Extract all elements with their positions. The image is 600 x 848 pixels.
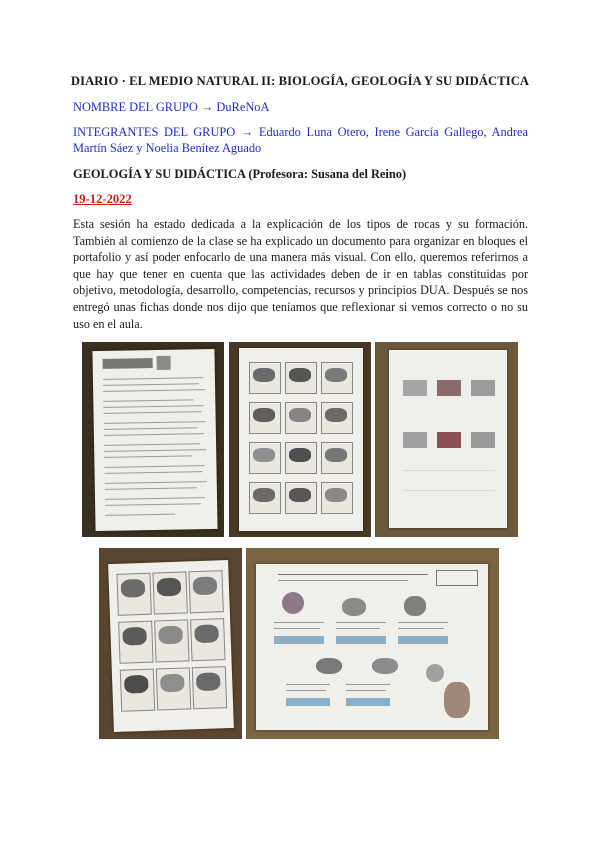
worksheet-photo-5 <box>246 548 499 739</box>
group-members-line: INTEGRANTES DEL GRUPO → Eduardo Luna Otero, Irene García Gallego, Andrea Martín Sáez y Noelia Benítez Aguado <box>73 125 528 155</box>
worksheet-photo-3 <box>375 342 518 537</box>
worksheet-photo-1 <box>82 342 224 537</box>
section-subtitle: GEOLOGÍA Y SU DIDÁCTICA (Profesora: Susana del Reino) <box>73 167 407 181</box>
worksheet-photo-4 <box>99 548 242 739</box>
session-body-text: Esta sesión ha estado dedicada a la explicación de los tipos de rocas y su formación. También al comienzo de la clase se ha explicado un documento para organizar en bloques el portafolio y así poder enfocarlo de una manera más visual. Con ello, queremos referirnos a que hay que tener en cuenta que las actividades deben de ir en tablas constituidas por objetivo, metodología, desarrollo, competencias, recursos y principios DUA. Después se nos entregó unas fichas donde nos dijo que teníamos que reflexionar si vemos correcto o no su uso en el aula. <box>73 217 528 331</box>
worksheet-photo-2 <box>229 342 371 537</box>
session-date: 19-12-2022 <box>73 192 132 206</box>
document-title: DIARIO · EL MEDIO NATURAL II: BIOLOGÍA, GEOLOGÍA Y SU DIDÁCTICA <box>70 74 530 88</box>
group-name-line: NOMBRE DEL GRUPO → DuReNoA <box>73 100 270 114</box>
